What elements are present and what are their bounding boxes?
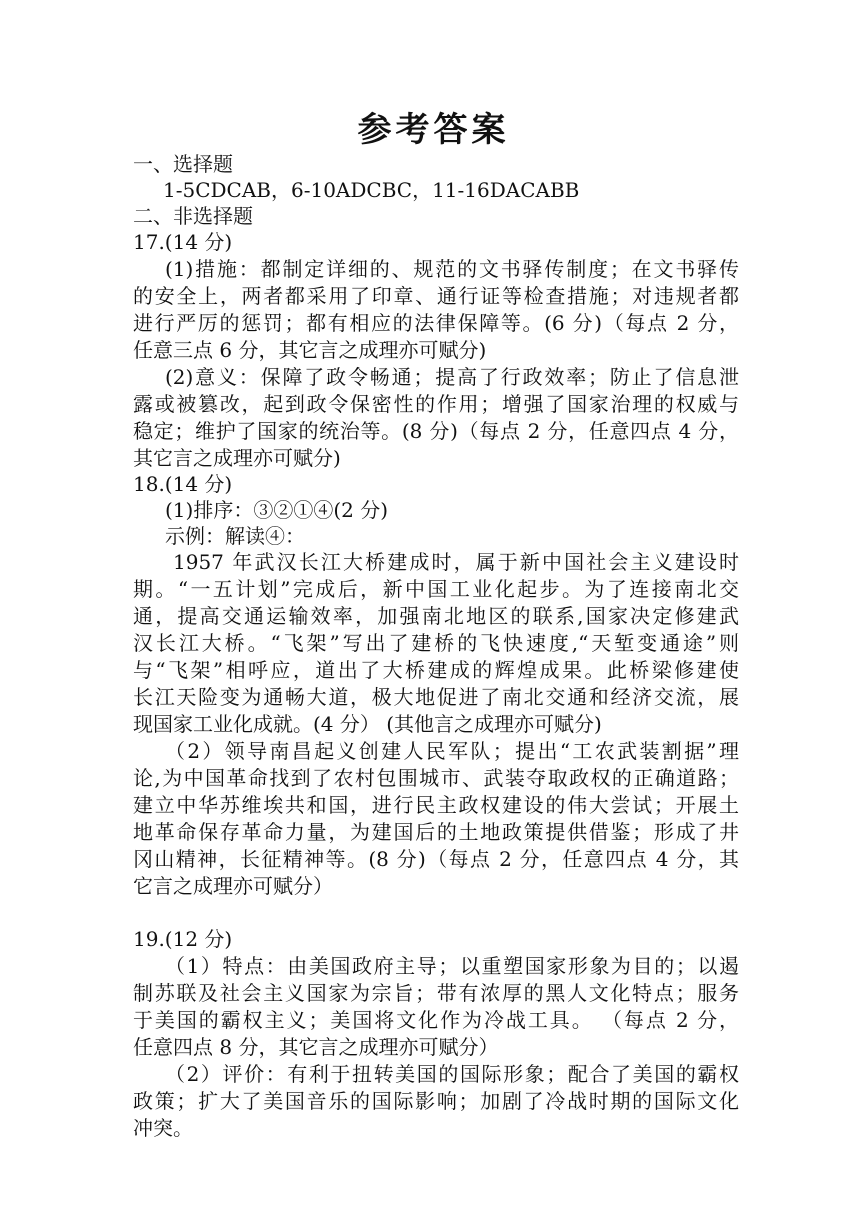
q19-text-line: （1）特点：由美国政府主导；以重塑国家形象为目的；以遏 (165, 954, 739, 978)
q18-text-line: 示例：解读④： (165, 524, 305, 548)
q18-text-line: 地革命保存革命力量，为建国后的土地政策提供借鉴；形成了井 (133, 820, 739, 844)
q18-text-line: (1)排序：③②①④(2 分) (165, 498, 389, 522)
q18-text-line: 论,为中国革命找到了农村包围城市、武装夺取政权的正确道路； (133, 766, 739, 790)
section-heading-nonchoice: 二、非选择题 (133, 204, 253, 228)
question-19-heading: 19.(12 分) (133, 927, 233, 951)
q17-text-line: 稳定；维护了国家的统治等。(8 分)（每点 2 分，任意四点 4 分， (133, 419, 739, 443)
q18-text-line: 与“飞架”相呼应，道出了大桥建成的辉煌成果。此桥梁修建使 (133, 658, 739, 682)
q18-text-line: 建立中华苏维埃共和国，进行民主政权建设的伟大尝试；开展土 (133, 793, 739, 817)
choice-answers: 1-5CDCAB，6-10ADCBC，11-16DACABB (163, 178, 580, 202)
question-18-heading: 18.(14 分) (133, 472, 233, 496)
q18-text-line: 期。“一五计划”完成后，新中国工业化起步。为了连接南北交 (133, 577, 739, 601)
q17-text-line: 任意三点 6 分，其它言之成理亦可赋分) (133, 338, 487, 362)
question-17-heading: 17.(14 分) (133, 230, 233, 254)
q18-text-line: 冈山精神，长征精神等。(8 分)（每点 2 分，任意四点 4 分，其 (133, 847, 739, 871)
q18-text-line: 长江天险变为通畅大道，极大地促进了南北交通和经济交流，展 (133, 685, 739, 709)
q18-text-line: 现国家工业化成就。(4 分） (其他言之成理亦可赋分) (133, 712, 602, 736)
q18-text-line: 通，提高交通运输效率，加强南北地区的联系,国家决定修建武 (133, 604, 739, 628)
q17-text-line: 其它言之成理亦可赋分) (133, 446, 341, 470)
q18-text-line: 汉长江大桥。“飞架”写出了建桥的飞快速度,“天堑变通途”则 (133, 631, 739, 655)
q19-text-line: 制苏联及社会主义国家为宗旨；带有浓厚的黑人文化特点；服务 (133, 981, 739, 1005)
page-title: 参考答案 (357, 110, 510, 150)
q19-text-line: （2）评价：有利于扭转美国的国际形象；配合了美国的霸权 (165, 1062, 739, 1086)
q18-text-line: 1957 年武汉长江大桥建成时，属于新中国社会主义建设时 (173, 550, 739, 574)
section-heading-choice: 一、选择题 (133, 152, 233, 176)
q17-text-line: (1)措施：都制定详细的、规范的文书驿传制度；在文书驿传 (165, 257, 739, 281)
q19-text-line: 任意四点 8 分，其它言之成理亦可赋分） (133, 1035, 499, 1059)
q18-text-line: 它言之成理亦可赋分） (133, 874, 333, 898)
q17-text-line: 的安全上，两者都采用了印章、通行证等检查措施；对违规者都 (133, 284, 739, 308)
q17-text-line: 进行严厉的惩罚；都有相应的法律保障等。(6 分)（每点 2 分， (133, 311, 739, 335)
q18-text-line: （2）领导南昌起义创建人民军队；提出“工农武装割据”理 (165, 739, 739, 763)
q17-text-line: 露或被篡改，起到政令保密性的作用；增强了国家治理的权威与 (133, 392, 739, 416)
q19-text-line: 于美国的霸权主义；美国将文化作为冷战工具。 （每点 2 分， (133, 1008, 739, 1032)
q19-text-line: 冲突。 (133, 1116, 193, 1140)
q17-text-line: (2)意义：保障了政令畅通；提高了行政效率；防止了信息泄 (165, 365, 739, 389)
q19-text-line: 政策；扩大了美国音乐的国际影响；加剧了冷战时期的国际文化 (133, 1089, 739, 1113)
